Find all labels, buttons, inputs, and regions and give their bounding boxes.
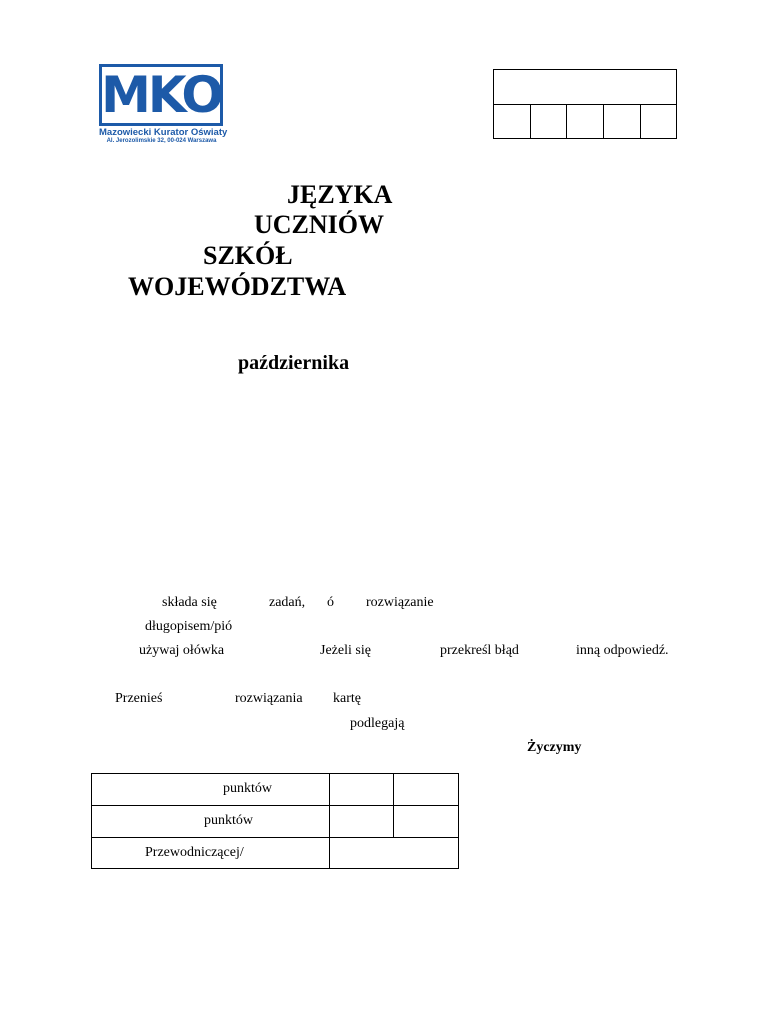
mko-logo — [99, 64, 228, 144]
instruction-text: przekreśl błąd — [440, 643, 519, 658]
instruction-text: zadań, — [269, 595, 306, 610]
instruction-text: składa się — [162, 595, 217, 610]
code-digit-cell — [567, 105, 604, 138]
code-digit-cell — [494, 105, 531, 138]
title-line-2: UCZNIÓW — [254, 210, 385, 239]
instruction-text: Jeżeli się — [320, 643, 371, 658]
code-box-header-cell — [494, 70, 676, 105]
logo-caption: Mazowiecki Kurator Oświaty — [99, 127, 228, 138]
instruction-text: używaj ołówka — [139, 643, 225, 658]
instruction-text: rozwiązanie — [366, 595, 434, 610]
instruction-text: kartę — [333, 691, 361, 706]
table-column-divider — [393, 774, 394, 837]
student-code-box — [493, 69, 677, 139]
score-row-label: punktów — [204, 813, 253, 828]
table-row-divider — [92, 837, 458, 838]
closing-wishes: Życzymy — [527, 740, 582, 755]
instruction-text: długopisem/pió — [145, 619, 233, 634]
instruction-text: ó — [327, 595, 334, 610]
title-line-3: SZKÓŁ — [203, 241, 293, 270]
logo-address: Al. Jerozolimskie 32, 00-024 Warszawa — [106, 138, 217, 144]
exam-date: października — [238, 352, 350, 374]
instruction-text: Przenieś — [115, 691, 163, 706]
code-digit-cell — [531, 105, 567, 138]
score-row-label: Przewodniczącej/ — [145, 845, 244, 860]
score-table — [91, 773, 459, 869]
instruction-text: rozwiązania — [235, 691, 303, 706]
table-column-divider — [329, 774, 330, 868]
score-row-label: punktów — [223, 781, 272, 796]
logo-letters: MKO — [101, 66, 221, 124]
title-line-1: JĘZYKA — [287, 180, 393, 209]
instruction-text: inną odpowiedź. — [576, 643, 669, 658]
table-row-divider — [92, 805, 458, 806]
code-digit-cell — [604, 105, 641, 138]
title-line-4: WOJEWÓDZTWA — [128, 272, 347, 301]
instruction-text: podlegają — [350, 716, 405, 731]
